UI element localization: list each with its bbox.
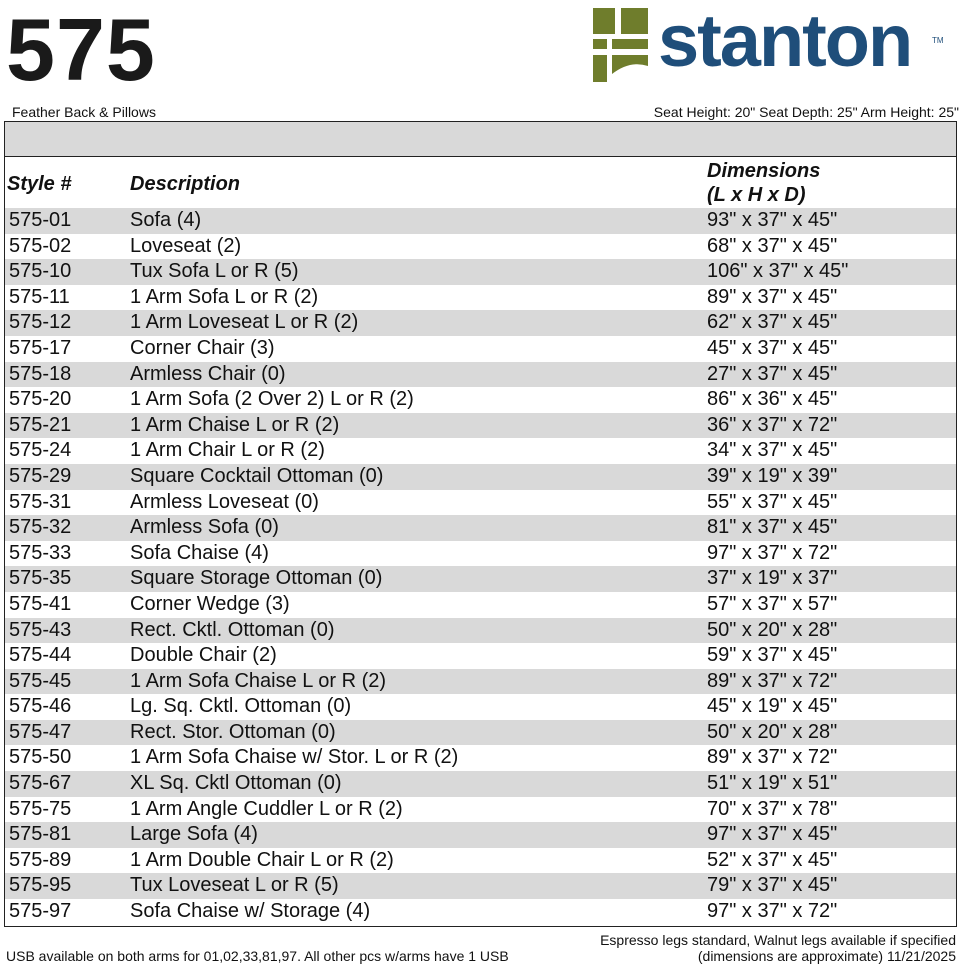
cell-dimensions: 27" x 37" x 45": [707, 362, 838, 385]
cell-style: 575-18: [9, 362, 72, 385]
cell-description: Corner Chair (3): [130, 336, 275, 359]
cell-description: Lg. Sq. Cktl. Ottoman (0): [130, 695, 352, 718]
cell-description: Armless Chair (0): [130, 362, 286, 385]
cell-style: 575-75: [9, 797, 72, 820]
table-row: [5, 310, 956, 336]
table-row: [5, 899, 956, 925]
table-row: [5, 464, 956, 490]
cell-description: Armless Sofa (0): [130, 516, 279, 539]
column-header-style: Style #: [7, 173, 72, 195]
table-row: [5, 490, 956, 516]
cell-style: 575-02: [9, 234, 72, 257]
cell-style: 575-35: [9, 567, 72, 590]
stanton-logo: [590, 0, 945, 84]
table-row: [5, 208, 956, 234]
table-row: [5, 285, 956, 311]
cell-style: 575-11: [9, 285, 70, 308]
cell-description: Double Chair (2): [130, 644, 277, 667]
cell-style: 575-95: [9, 874, 72, 897]
cell-style: 575-43: [9, 618, 72, 641]
cell-style: 575-47: [9, 720, 72, 743]
cell-dimensions: 89" x 37" x 72": [707, 746, 838, 769]
cell-description: 1 Arm Sofa Chaise w/ Stor. L or R (2): [130, 746, 459, 769]
cell-style: 575-33: [9, 541, 72, 564]
table-row: [5, 669, 956, 695]
cell-description: 1 Arm Chair L or R (2): [130, 439, 325, 462]
logo-wordmark: stanton: [658, 0, 912, 82]
cell-description: Loveseat (2): [130, 234, 242, 257]
table-row: [5, 566, 956, 592]
model-number: 575: [6, 0, 156, 99]
product-table: [4, 121, 957, 927]
cell-description: Tux Sofa L or R (5): [130, 260, 299, 283]
cell-dimensions: 55" x 37" x 45": [707, 490, 838, 513]
cell-dimensions: 81" x 37" x 45": [707, 516, 838, 539]
cell-style: 575-46: [9, 695, 72, 718]
cell-description: XL Sq. Cktl Ottoman (0): [130, 772, 342, 795]
logo-mark-icon: [590, 8, 652, 84]
table-row: [5, 873, 956, 899]
cell-dimensions: 50" x 20" x 28": [707, 720, 838, 743]
cell-description: Tux Loveseat L or R (5): [130, 874, 339, 897]
cell-style: 575-41: [9, 592, 72, 615]
cell-style: 575-45: [9, 669, 72, 692]
cell-dimensions: 50" x 20" x 28": [707, 618, 838, 641]
table-row: [5, 797, 956, 823]
cell-description: Large Sofa (4): [130, 823, 258, 846]
cell-description: Square Cocktail Ottoman (0): [130, 464, 384, 487]
cell-dimensions: 97" x 37" x 45": [707, 823, 838, 846]
table-row: [5, 515, 956, 541]
column-header-dimensions-title: Dimensions: [707, 160, 821, 182]
legs-note: Espresso legs standard, Walnut legs available if specified: [600, 932, 956, 948]
table-row: [5, 618, 956, 644]
table-row: [5, 720, 956, 746]
cell-style: 575-44: [9, 644, 72, 667]
cell-description: Armless Loveseat (0): [130, 490, 319, 513]
table-header: [5, 157, 956, 208]
cell-dimensions: 62" x 37" x 45": [707, 311, 838, 334]
cell-dimensions: 52" x 37" x 45": [707, 848, 838, 871]
cell-style: 575-17: [9, 336, 72, 359]
usb-note: USB available on both arms for 01,02,33,81,97. All other pcs w/arms have 1 USB: [6, 948, 509, 964]
cell-style: 575-81: [9, 823, 72, 846]
table-title-bar: [5, 122, 956, 157]
cell-dimensions: 89" x 37" x 72": [707, 669, 838, 692]
table-row: [5, 336, 956, 362]
table-row: [5, 848, 956, 874]
cell-style: 575-32: [9, 516, 72, 539]
table-row: [5, 822, 956, 848]
cell-dimensions: 70" x 37" x 78": [707, 797, 838, 820]
cell-description: Rect. Stor. Ottoman (0): [130, 720, 336, 743]
cell-dimensions: 34" x 37" x 45": [707, 439, 838, 462]
cell-style: 575-29: [9, 464, 72, 487]
cell-style: 575-10: [9, 260, 72, 283]
cell-description: Square Storage Ottoman (0): [130, 567, 383, 590]
table-row: [5, 387, 956, 413]
cell-description: Sofa (4): [130, 209, 202, 231]
table-row: [5, 438, 956, 464]
column-header-dimensions: [707, 159, 820, 207]
cell-style: 575-20: [9, 388, 72, 411]
cell-description: 1 Arm Angle Cuddler L or R (2): [130, 797, 403, 820]
cell-dimensions: 57" x 37" x 57": [707, 592, 838, 615]
cell-dimensions: 68" x 37" x 45": [707, 234, 838, 257]
table-row: [5, 694, 956, 720]
cell-dimensions: 37" x 19" x 37": [707, 567, 838, 590]
table-row: [5, 745, 956, 771]
table-row: [5, 362, 956, 388]
cell-dimensions: 45" x 37" x 45": [707, 336, 838, 359]
table-row: [5, 234, 956, 260]
table-row: [5, 541, 956, 567]
cell-style: 575-97: [9, 900, 72, 923]
cell-dimensions: 36" x 37" x 72": [707, 413, 838, 436]
cell-dimensions: 79" x 37" x 45": [707, 874, 838, 897]
cell-dimensions: 59" x 37" x 45": [707, 644, 838, 667]
table-row: [5, 592, 956, 618]
table-row: [5, 413, 956, 439]
cell-dimensions: 39" x 19" x 39": [707, 464, 838, 487]
seat-specs: Seat Height: 20" Seat Depth: 25" Arm Height: 25": [653, 104, 959, 120]
logo-trademark: TM: [932, 36, 944, 45]
table-row: [5, 259, 956, 285]
cell-description: Sofa Chaise w/ Storage (4): [130, 900, 371, 923]
cell-dimensions: 45" x 19" x 45": [707, 695, 838, 718]
approx-note: (dimensions are approximate) 11/21/2025: [697, 948, 956, 964]
cell-style: 575-50: [9, 746, 72, 769]
cell-style: 575-24: [9, 439, 72, 462]
cell-style: 575-21: [9, 413, 72, 436]
cell-dimensions: 106" x 37" x 45": [707, 260, 849, 283]
cell-dimensions: 89" x 37" x 45": [707, 285, 838, 308]
cell-dimensions: 93" x 37" x 45": [707, 209, 838, 231]
cell-description: Corner Wedge (3): [130, 592, 290, 615]
product-subtitle: Feather Back & Pillows: [12, 104, 156, 120]
cell-style: 575-01: [9, 209, 72, 231]
cell-description: 1 Arm Sofa (2 Over 2) L or R (2): [130, 388, 414, 411]
cell-description: 1 Arm Chaise L or R (2): [130, 413, 340, 436]
cell-description: 1 Arm Double Chair L or R (2): [130, 848, 394, 871]
cell-dimensions: 51" x 19" x 51": [707, 772, 838, 795]
cell-description: Sofa Chaise (4): [130, 541, 269, 564]
cell-description: 1 Arm Sofa Chaise L or R (2): [130, 669, 387, 692]
cell-style: 575-89: [9, 848, 72, 871]
column-header-description: Description: [130, 173, 241, 195]
cell-style: 575-67: [9, 772, 72, 795]
table-body: [5, 208, 956, 925]
cell-dimensions: 97" x 37" x 72": [707, 900, 838, 923]
cell-description: 1 Arm Sofa L or R (2): [130, 285, 319, 308]
cell-style: 575-31: [9, 490, 72, 513]
cell-description: Rect. Cktl. Ottoman (0): [130, 618, 335, 641]
cell-dimensions: 86" x 36" x 45": [707, 388, 838, 411]
cell-dimensions: 97" x 37" x 72": [707, 541, 838, 564]
table-row: [5, 643, 956, 669]
column-header-dimensions-units: (L x H x D): [707, 184, 806, 206]
table-row: [5, 771, 956, 797]
cell-style: 575-12: [9, 311, 72, 334]
cell-description: 1 Arm Loveseat L or R (2): [130, 311, 359, 334]
